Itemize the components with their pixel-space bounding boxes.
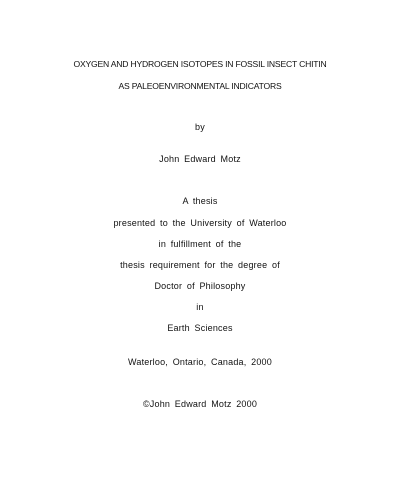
in-label: in xyxy=(196,302,204,312)
thesis-statement-line-4: thesis requirement for the degree of xyxy=(120,260,280,270)
by-label: by xyxy=(195,122,205,132)
thesis-statement-line-2: presented to the University of Waterloo xyxy=(113,218,287,228)
author-name: John Edward Motz xyxy=(159,154,241,164)
thesis-statement-line-3: in fulfillment of the xyxy=(158,239,242,249)
thesis-title-line-2: AS PALEOENVIRONMENTAL INDICATORS xyxy=(118,81,282,91)
thesis-statement-line-1: A thesis xyxy=(182,196,218,206)
department-name: Earth Sciences xyxy=(167,323,233,333)
copyright-notice: ©John Edward Motz 2000 xyxy=(142,399,258,409)
thesis-title-line-1: OXYGEN AND HYDROGEN ISOTOPES IN FOSSIL INSECT CHITIN xyxy=(73,59,327,69)
place-and-date: Waterloo, Ontario, Canada, 2000 xyxy=(128,357,272,367)
degree-name: Doctor of Philosophy xyxy=(154,281,246,291)
